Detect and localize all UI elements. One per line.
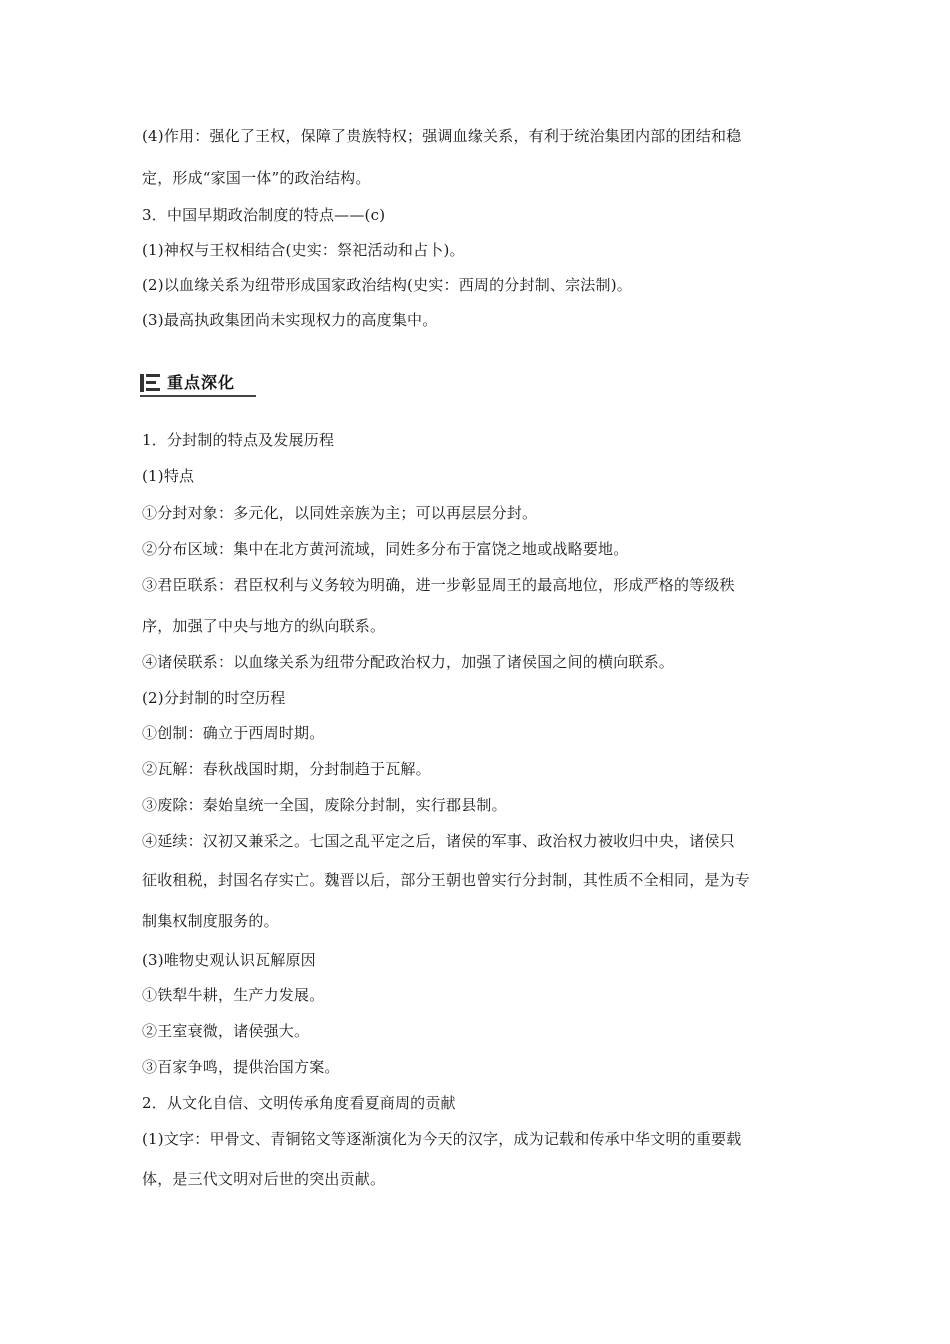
paragraph-line: 定，形成“家国一体”的政治结构。	[142, 169, 371, 187]
section-title: 重点深化	[167, 373, 236, 392]
subheading-line: (2)分封制的时空历程	[142, 689, 286, 707]
paragraph-line: 体，是三代文明对后世的突出贡献。	[142, 1170, 386, 1188]
list-item: ①分封对象：多元化，以同姓亲族为主；可以再层层分封。	[142, 504, 538, 522]
list-item-continuation: 序，加强了中央与地方的纵向联系。	[142, 617, 386, 635]
heading-line: 3．中国早期政治制度的特点——(c)	[142, 206, 386, 224]
list-item: ④诸侯联系：以血缘关系为纽带分配政治权力，加强了诸侯国之间的横向联系。	[142, 653, 675, 671]
list-item: ②王室衰微，诸侯强大。	[142, 1022, 310, 1040]
list-item: ②瓦解：春秋战国时期，分封制趋于瓦解。	[142, 760, 431, 778]
subheading-line: (1)特点	[142, 467, 195, 485]
list-item: ③百家争鸣，提供治国方案。	[142, 1058, 340, 1076]
list-item: ③君臣联系：君臣权利与义务较为明确，进一步彰显周王的最高地位，形成严格的等级秩	[142, 576, 735, 594]
section-divider	[140, 395, 256, 397]
paragraph-line: (1)神权与王权相结合(史实：祭祀活动和占卜)。	[142, 241, 465, 259]
paragraph-line: (1)文字：甲骨文、青铜铭文等逐渐演化为今天的汉字，成为记载和传承中华文明的重要载	[142, 1130, 742, 1148]
paragraph-line: (3)最高执政集团尚未实现权力的高度集中。	[142, 311, 438, 329]
paragraph-line: (2)以血缘关系为纽带形成国家政治结构(史实：西周的分封制、宗法制)。	[142, 276, 632, 294]
list-item: ③废除：秦始皇统一全国，废除分封制，实行郡县制。	[142, 796, 507, 814]
subheading-line: (3)唯物史观认识瓦解原因	[142, 951, 316, 969]
section-header	[140, 372, 812, 398]
heading-line: 1．分封制的特点及发展历程	[142, 431, 335, 449]
list-item: ①铁犁牛耕，生产力发展。	[142, 986, 325, 1004]
list-item: ①创制：确立于西周时期。	[142, 724, 325, 742]
list-item: ②分布区域：集中在北方黄河流域，同姓多分布于富饶之地或战略要地。	[142, 540, 629, 558]
heading-line: 2．从文化自信、文明传承角度看夏商周的贡献	[142, 1094, 456, 1112]
list-item-continuation: 征收租税，封国名存实亡。魏晋以后，部分王朝也曾实行分封制，其性质不全相同，是为专	[142, 871, 751, 889]
list-item: ④延续：汉初又兼采之。七国之乱平定之后，诸侯的军事、政治权力被收归中央，诸侯只	[142, 832, 735, 850]
section-bars-icon	[140, 374, 160, 392]
paragraph-line: (4)作用：强化了王权，保障了贵族特权；强调血缘关系，有利于统治集团内部的团结和稳	[142, 127, 742, 145]
list-item-continuation: 制集权制度服务的。	[142, 912, 279, 930]
